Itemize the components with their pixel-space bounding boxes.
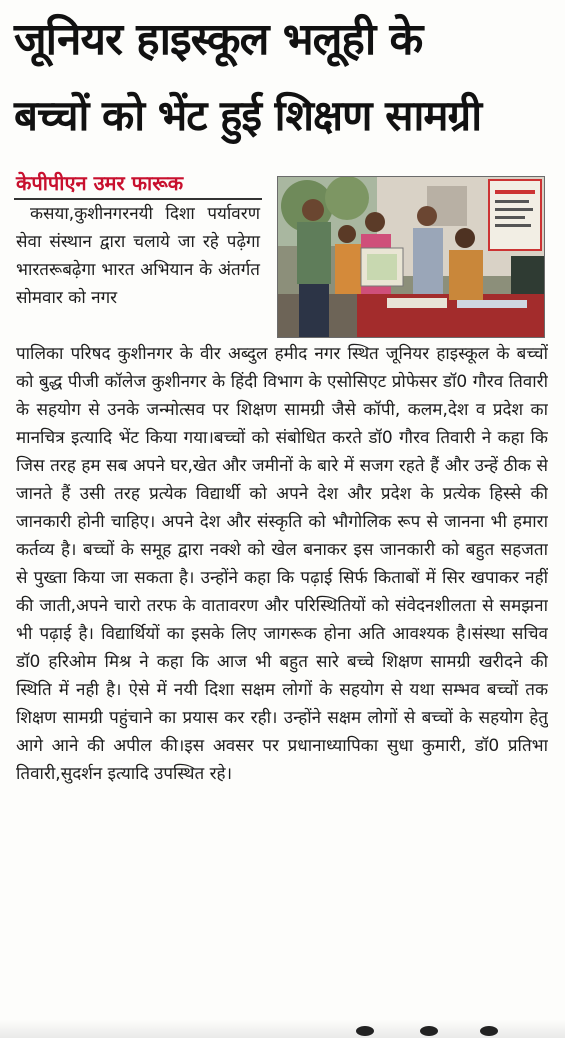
- byline: केपीपीएन उमर फारूक: [16, 171, 184, 195]
- ink-blot: [420, 1026, 438, 1036]
- article-intro-column: [16, 200, 260, 312]
- headline-line-1: जूनियर हाइस्कूल भलूही के: [14, 14, 423, 65]
- headline-line-2: बच्चों को भेंट हुई शिक्षण सामग्री: [14, 91, 482, 140]
- news-photo-image: [277, 176, 545, 338]
- article-body-paragraph: पालिका परिषद कुशीनगर के वीर अब्दुल हमीद नगर स्थित जूनियर हाइस्कूल के बच्चों को बुद्ध पीजी कॉलेज कुशीनगर के हिंदी विभाग के एसोसिएट प्रोफेसर डॉ0 गौरव तिवारी के सहयोग से उनके जन्मोत्सव पर शिक्षण सामग्री जैसे कॉपी, कलम,देश व प्रदेश का मानचित्र इत्यादि भेंट किया गया।बच्चों को संबोधित करते डॉ0 गौरव तिवारी ने कहा कि जिस तरह हम सब अपने घर,खेत और जमीनों के बारे में सजग रहते हैं और उन्हें ठीक से जानते हैं उसी तरह प्रत्येक विद्यार्थी को अपने देश और प्रदेश के प्रत्येक हिस्से की जानकारी होनी चाहिए। अपने देश और संस्कृति को भौगोलिक रूप से जानना भी हमारा कर्तव्य है। बच्चों के समूह द्वारा नक्शे को खेल बनाकर इस जानकारी को बहुत सहजता से पुख्ता किया जा सकता है। उन्होंने कहा कि पढ़ाई सिर्फ किताबों में सिर खपाकर नहीं की जाती,अपने चारो तरफ के वातावरण और परिस्थितियों को संवेदनशीलता से समझना भी पढ़ाई है। विद्यार्थियों का इसके लिए जागरूक होना अति आवश्यक है।संस्था सचिव डॉ0 हरिओम मिश्र ने कहा कि आज भी बहुत सारे बच्चे शिक्षण सामग्री खरीदने की स्थिति में नही है। ऐसे में नयी दिशा सक्षम लोगों के सहयोग से यथा सम्भव बच्चों तक शिक्षण सामग्री पहुंचाने का प्रयास कर रही। उन्होंने सक्षम लोगों से बच्चों के सहयोग हेतु आगे आने की अपील की।इस अवसर पर प्रधानाध्यापिका सुधा कुमारी, डॉ0 प्रतिभा तिवारी,सुदर्शन इत्यादि उपस्थित रहे।: [16, 344, 548, 784]
- ink-blot: [480, 1026, 498, 1036]
- photo-illustration: [277, 176, 545, 338]
- article-intro-paragraph: कसया,कुशीनगरनयी दिशा पर्यावरण सेवा संस्थान द्वारा चलाये जा रहे पढ़ेगा भारतरूबढ़ेगा भारत अभियान के अंतर्गत सोमवार को नगर: [16, 204, 260, 308]
- article-body-column: [16, 340, 548, 1030]
- ink-blot: [356, 1026, 374, 1036]
